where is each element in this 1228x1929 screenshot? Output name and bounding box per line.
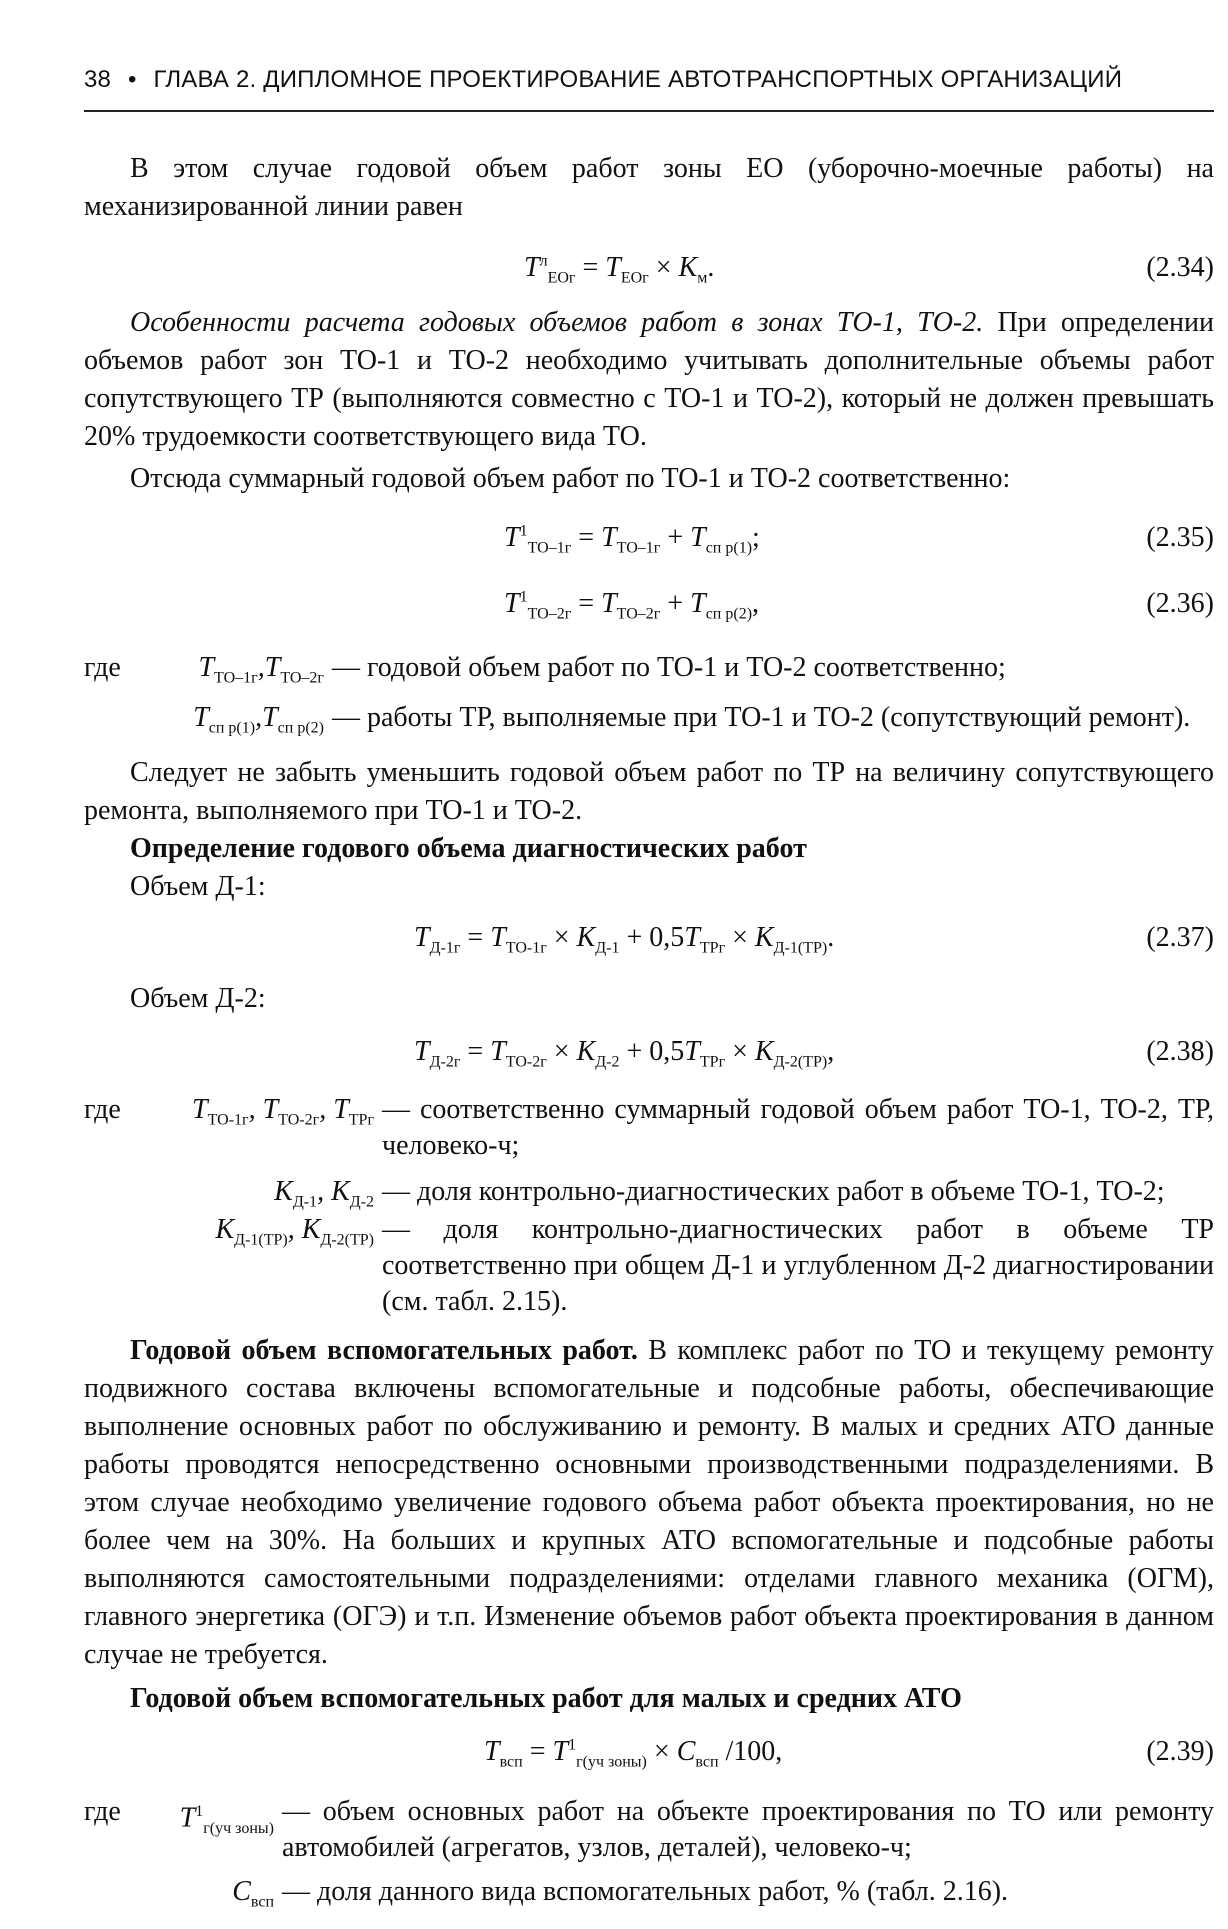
paragraph-auxiliary-bold: Годовой объем вспомогательных работ. (130, 1335, 638, 1366)
definition-text: — соответственно суммарный годовой объем работ ТО-1, ТО-2, ТР, человеко-ч; (382, 1094, 1214, 1161)
definition-text: — доля контрольно-диагностических работ в объеме ТО-1, ТО-2; (382, 1176, 1165, 1207)
definition-row: где $T_{ТО-1г}$, $T_{ТО-2г}$, $T_{ТРг}$ — соответственно суммарный годовой объем работ ТО-1, ТО-2, ТР, человеко-ч; (84, 1092, 1214, 1168)
definition-text: — доля контрольно-диагностических работ в объеме ТР соответственно при общем Д-1 и углубленном Д-2 диагностировании (см. табл. 2.15). (382, 1214, 1214, 1317)
equation-2-35: $T^1_{ТО-1г} = T_{ТО-1г} + T_{сп р(1)}$; (2.35) (504, 522, 1214, 557)
equation-number: (2.38) (1146, 1036, 1214, 1067)
definition-row: $C_{всп}$ — доля данного вида вспомогательных работ, % (табл. 2.16). (84, 1874, 1214, 1914)
definition-row: $T_{сп р(1)},T_{сп р(2)}$ — работы ТР, выполняемые при ТО-1 и ТО-2 (сопутствующий ремонт). (84, 700, 1214, 740)
label-volume-d1: Объем Д-1: (130, 871, 266, 902)
where-label: где (84, 1796, 121, 1827)
header-bullet: • (127, 66, 137, 93)
paragraph-sum: Отсюда суммарный годовой объем работ по ТО-1 и ТО-2 соответственно: (130, 463, 1011, 494)
definition-row: где $T^1_{г(уч зоны)}$ — объем основных работ на объекте проектирования по ТО или ремонту автомобилей (агрегатов, узлов, деталей), человеко-ч; (84, 1794, 1214, 1872)
definition-row: $K_{Д-1}$, $K_{Д-2}$ — доля контрольно-диагностических работ в объеме ТО-1, ТО-2; (84, 1174, 1214, 1214)
equation-2-37: $T_{Д-1г} = T_{ТО-1г} \times K_{Д-1} + 0,5T_{ТРг} \times K_{Д-1(ТР)}$. (2.37) (414, 922, 1214, 957)
definition-text: — работы ТР, выполняемые при ТО-1 и ТО-2 (сопутствующий ремонт). (332, 702, 1191, 733)
label-volume-d2: Объем Д-2: (130, 983, 266, 1014)
equation-2-34: $T^л_{ЕОг} = T_{ЕОг} \times K_м$. (2.34) (524, 252, 1214, 287)
definition-text: — годовой объем работ по ТО-1 и ТО-2 соответственно; (332, 652, 1006, 683)
heading-auxiliary-small: Годовой объем вспомогательных работ для малых и средних АТО (130, 1683, 962, 1714)
where-label: где (84, 652, 121, 683)
header-rule (84, 110, 1214, 112)
paragraph-auxiliary (84, 1332, 1214, 1674)
page-number: 38 (84, 66, 112, 93)
definition-text: — доля данного вида вспомогательных работ, % (табл. 2.16). (282, 1876, 1009, 1907)
paragraph-to (84, 304, 1214, 456)
paragraph-eo: В этом случае годовой объем работ зоны ЕО (уборочно-моечные работы) на механизированной линии равен (84, 153, 1214, 222)
paragraph-to-text: При определении объемов работ зон ТО-1 и ТО-2 необходимо учитывать дополнительные объемы работ сопутствующего ТР (выполняются совместно с ТО-1 и ТО-2), который не должен превышать 20% трудоемкости соответствующего вида ТО. (84, 307, 1214, 452)
where-label: где (84, 1094, 121, 1125)
paragraph-auxiliary-text: В комплекс работ по ТО и текущему ремонту подвижного состава включены вспомогательные и подсобные работы, обеспечивающие выполнение основных работ по обслуживанию и ремонту. В малых и средних АТО данные работы проводятся непосредственно основными производственными подразделениями. В этом случае необходимо увеличение годового объема работ объекта проектирования, но не более чем на 30%. На больших и крупных АТО вспомогательные и подсобные работы выполняются самостоятельными подразделениями: отделами главного механика (ОГМ), главного энергетика (ОГЭ) и т.п. Изменение объемов работ объекта проектирования в данном случае не требуется. (84, 1335, 1214, 1670)
chapter-title: ГЛАВА 2. ДИПЛОМНОЕ ПРОЕКТИРОВАНИЕ АВТОТРАНСПОРТНЫХ ОРГАНИЗАЦИЙ (153, 66, 1123, 93)
definition-row: $K_{Д-1(ТР)}$, $K_{Д-2(ТР)}$ — доля контрольно-диагностических работ в объеме ТР соответственно при общем Д-1 и углубленном Д-2 диагностировании (см. табл. 2.15). (84, 1212, 1214, 1322)
equation-number: (2.37) (1146, 922, 1214, 953)
running-header (84, 66, 1214, 94)
heading-diagnostics: Определение годового объема диагностических работ (130, 833, 807, 864)
equation-number: (2.34) (1146, 252, 1214, 283)
equation-2-38: $T_{Д-2г} = T_{ТО-2г} \times K_{Д-2} + 0,5T_{ТРг} \times K_{Д-2(ТР)}$, (2.38) (414, 1036, 1214, 1071)
equation-number: (2.39) (1146, 1736, 1214, 1767)
definition-text: — объем основных работ на объекте проектирования по ТО или ремонту автомобилей (агрегатов, узлов, деталей), человеко-ч; (282, 1796, 1214, 1863)
definition-row: где $T_{ТО-1г},T_{ТО-2г}$ — годовой объем работ по ТО-1 и ТО-2 соответственно; (84, 650, 1214, 690)
paragraph-to-italic: Особенности расчета годовых объемов работ в зонах ТО-1, ТО-2. (130, 307, 984, 338)
equation-2-36: $T^1_{ТО-2г} = T_{ТО-2г} + T_{сп р(2)}$, (2.36) (504, 588, 1214, 623)
equation-2-39: $T_{всп} = T^1_{г(уч зоны)} \times C_{всп}$ /100, (2.39) (484, 1736, 1214, 1771)
equation-number: (2.35) (1146, 522, 1214, 553)
paragraph-reduce: Следует не забыть уменьшить годовой объем работ по ТР на величину сопутствующего ремонта, выполняемого при ТО-1 и ТО-2. (84, 757, 1214, 826)
equation-number: (2.36) (1146, 588, 1214, 619)
